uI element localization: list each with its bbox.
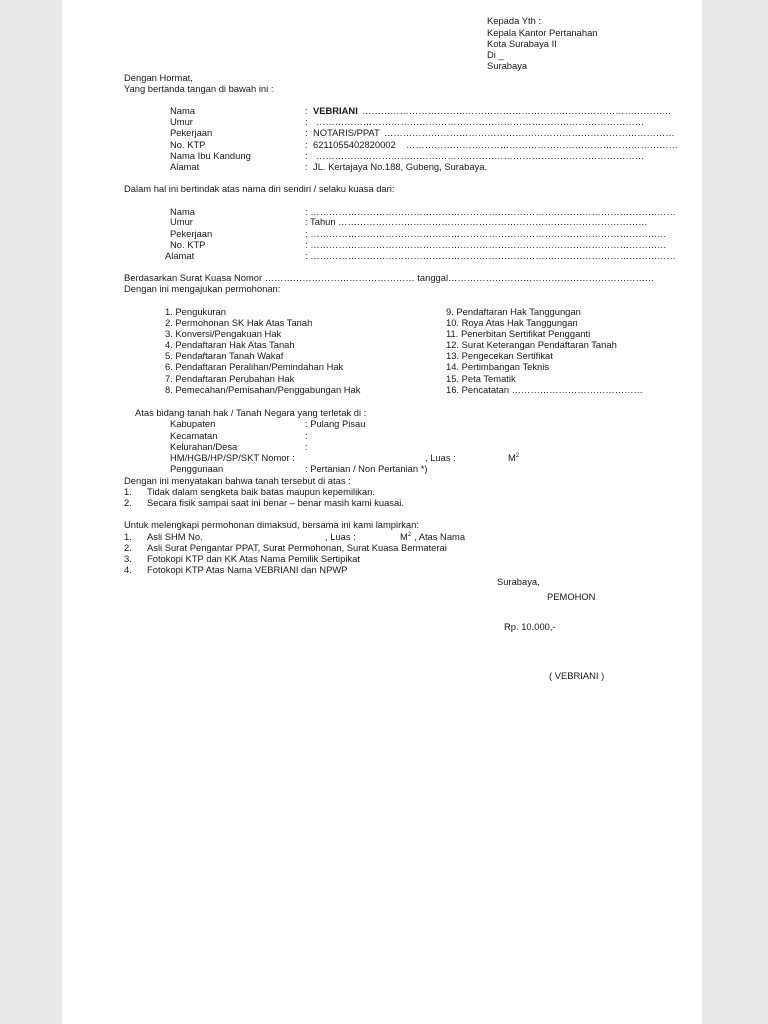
service-item: 13. Pengecekan Sertifikat: [446, 350, 553, 361]
kabupaten-value: : Pulang Pisau: [305, 418, 366, 429]
field-colon: :: [305, 139, 308, 150]
attachment-text: Fotokopi KTP Atas Nama VEBRIANI dan NPWP: [147, 564, 348, 575]
area-unit: $M^2$: [508, 452, 520, 463]
request-intro: Dengan ini mengajukan permohonan:: [124, 283, 281, 294]
dotted-fill: …………………………………………………………………………………: [384, 127, 675, 138]
recipient-kota: Kota Surabaya II: [487, 38, 557, 49]
area-label: , Luas :: [425, 452, 456, 463]
field-colon: :: [305, 105, 308, 116]
attachment-num: 2.: [124, 542, 132, 553]
service-item: 1. Pengukuran: [165, 306, 226, 317]
service-item: 10. Roya Atas Hak Tanggungan: [446, 317, 578, 328]
signatory-intro: Yang bertanda tangan di bawah ini :: [124, 83, 274, 94]
signatory-name: ( VEBRIANI ): [549, 670, 605, 681]
principal-value: : ……………………………………………………………………………………………………: [305, 239, 667, 250]
applicant-label: Nama Ibu Kandung: [170, 150, 251, 161]
principal-label: Alamat: [165, 250, 195, 261]
applicant-ktp-value: 6211055402820002: [313, 139, 396, 150]
recipient-kepala: Kepala Kantor Pertanahan: [487, 27, 598, 38]
field-colon: :: [305, 150, 308, 161]
acting-on-behalf-line: Dalam hal ini bertindak atas nama diri sendiri / selaku kuasa dari:: [124, 183, 395, 194]
attachment-num: 3.: [124, 553, 132, 564]
service-item: 2. Permohonan SK Hak Atas Tanah: [165, 317, 313, 328]
field-colon: :: [305, 127, 308, 138]
applicant-address-value: JL. Kertajaya No.188, Gubeng, Surabaya.: [313, 161, 488, 172]
applicant-label: Nama: [170, 105, 196, 116]
service-item: 11. Penerbitan Sertifikat Pengganti: [446, 328, 591, 339]
field-colon: :: [305, 116, 308, 127]
service-item: 4. Pendaftaran Hak Atas Tanah: [165, 339, 295, 350]
statement-num: 1.: [124, 486, 132, 497]
signature-place: Surabaya,: [497, 576, 540, 587]
attachment-num: 4.: [124, 564, 132, 575]
kecamatan-label: Kecamatan: [170, 430, 218, 441]
principal-label: Nama: [170, 206, 196, 217]
principal-label: Pekerjaan: [170, 228, 213, 239]
statement-intro: Dengan ini menyatakan bahwa tanah tersebut di atas :: [124, 475, 351, 486]
applicant-label: No. KTP: [170, 139, 206, 150]
usage-label: Penggunaan: [170, 463, 224, 474]
statement-text: Secara fisik sampai saat ini benar – benar masih kami kuasai.: [147, 497, 404, 508]
dotted-fill: ……………………………………………………………………………………………: [316, 150, 645, 161]
recipient-kepada: Kepada Yth :: [487, 15, 542, 26]
statement-text: Tidak dalam sengketa baik batas maupun kepemilikan.: [147, 486, 375, 497]
attachments-intro: Untuk melengkapi permohonan dimaksud, bersama ini kami lampirkan:: [124, 519, 419, 530]
attachment-text: Asli SHM No.: [147, 531, 203, 542]
service-item: 5. Pendaftaran Tanah Wakaf: [165, 350, 284, 361]
attachment-text: Fotokopi KTP dan KK Atas Nama Pemilik Sertipikat: [147, 553, 360, 564]
kelurahan-label: Kelurahan/Desa: [170, 441, 238, 452]
principal-value: : ………………………………………………………………………………………………………: [305, 250, 676, 261]
service-item: 8. Pemecahan/Pemisahan/Penggabungan Hak: [165, 384, 361, 395]
attachment-area-unit: $M^2$: [400, 531, 412, 542]
kecamatan-value: :: [305, 430, 308, 441]
usage-value: : Pertanian / Non Pertanian *): [305, 463, 428, 474]
power-of-attorney-line: Berdasarkan Surat Kuasa Nomor ………………………………………… tanggal…………………………………………………………: [124, 272, 655, 283]
recipient-city: Surabaya: [487, 60, 528, 71]
attachment-area-label: , Luas :: [325, 531, 356, 542]
applicant-label: Alamat: [170, 161, 200, 172]
dotted-fill: ……………………………………………………………………………………………: [316, 116, 645, 127]
service-item: 12. Surat Keterangan Pendaftaran Tanah: [446, 339, 617, 350]
service-item: 6. Pendaftaran Peralihan/Pemindahan Hak: [165, 361, 344, 372]
principal-label: Umur: [170, 216, 193, 227]
stamp-duty: Rp. 10.000,-: [504, 621, 556, 632]
service-item: 15. Peta Tematik: [446, 373, 516, 384]
principal-value: : Tahun ………………………………………………………………………………………: [305, 216, 648, 227]
principal-value: : ………………………………………………………………………………………………………: [305, 206, 676, 217]
service-item: 16. Pencatatan ……………………………………: [446, 384, 643, 395]
applicant-name-value: VEBRIANI: [313, 105, 358, 116]
service-item: 7. Pendaftaran Perubahan Hak: [165, 373, 295, 384]
recipient-di: Di _: [487, 49, 504, 60]
dotted-fill: ……………………………………………………………………………: [406, 139, 678, 150]
attachment-num: 1.: [124, 531, 132, 542]
attachment-owner-label: , Atas Nama: [414, 531, 466, 542]
applicant-label: Umur: [170, 116, 193, 127]
dotted-fill: ………………………………………………………………………………………: [362, 105, 672, 116]
principal-value: : ……………………………………………………………………………………………………: [305, 228, 667, 239]
certificate-number-label: HM/HGB/HP/SP/SKT Nomor :: [170, 452, 295, 463]
service-item: 3. Konversi/Pengakuan Hak: [165, 328, 282, 339]
field-colon: :: [305, 161, 308, 172]
applicant-job-value: NOTARIS/PPAT: [313, 127, 380, 138]
land-intro: Atas bidang tanah hak / Tanah Negara yang terletak di :: [135, 407, 367, 418]
principal-label: No. KTP: [170, 239, 206, 250]
statement-num: 2.: [124, 497, 132, 508]
kelurahan-value: :: [305, 441, 308, 452]
applicant-label: Pekerjaan: [170, 127, 213, 138]
service-item: 14. Pertimbangan Teknis: [446, 361, 550, 372]
kabupaten-label: Kabupaten: [170, 418, 216, 429]
greeting: Dengan Hormat,: [124, 72, 193, 83]
signature-role: PEMOHON: [547, 591, 596, 602]
attachment-text: Asli Surat Pengantar PPAT, Surat Permohonan, Surat Kuasa Bermaterai: [147, 542, 447, 553]
service-item: 9. Pendaftaran Hak Tanggungan: [446, 306, 581, 317]
